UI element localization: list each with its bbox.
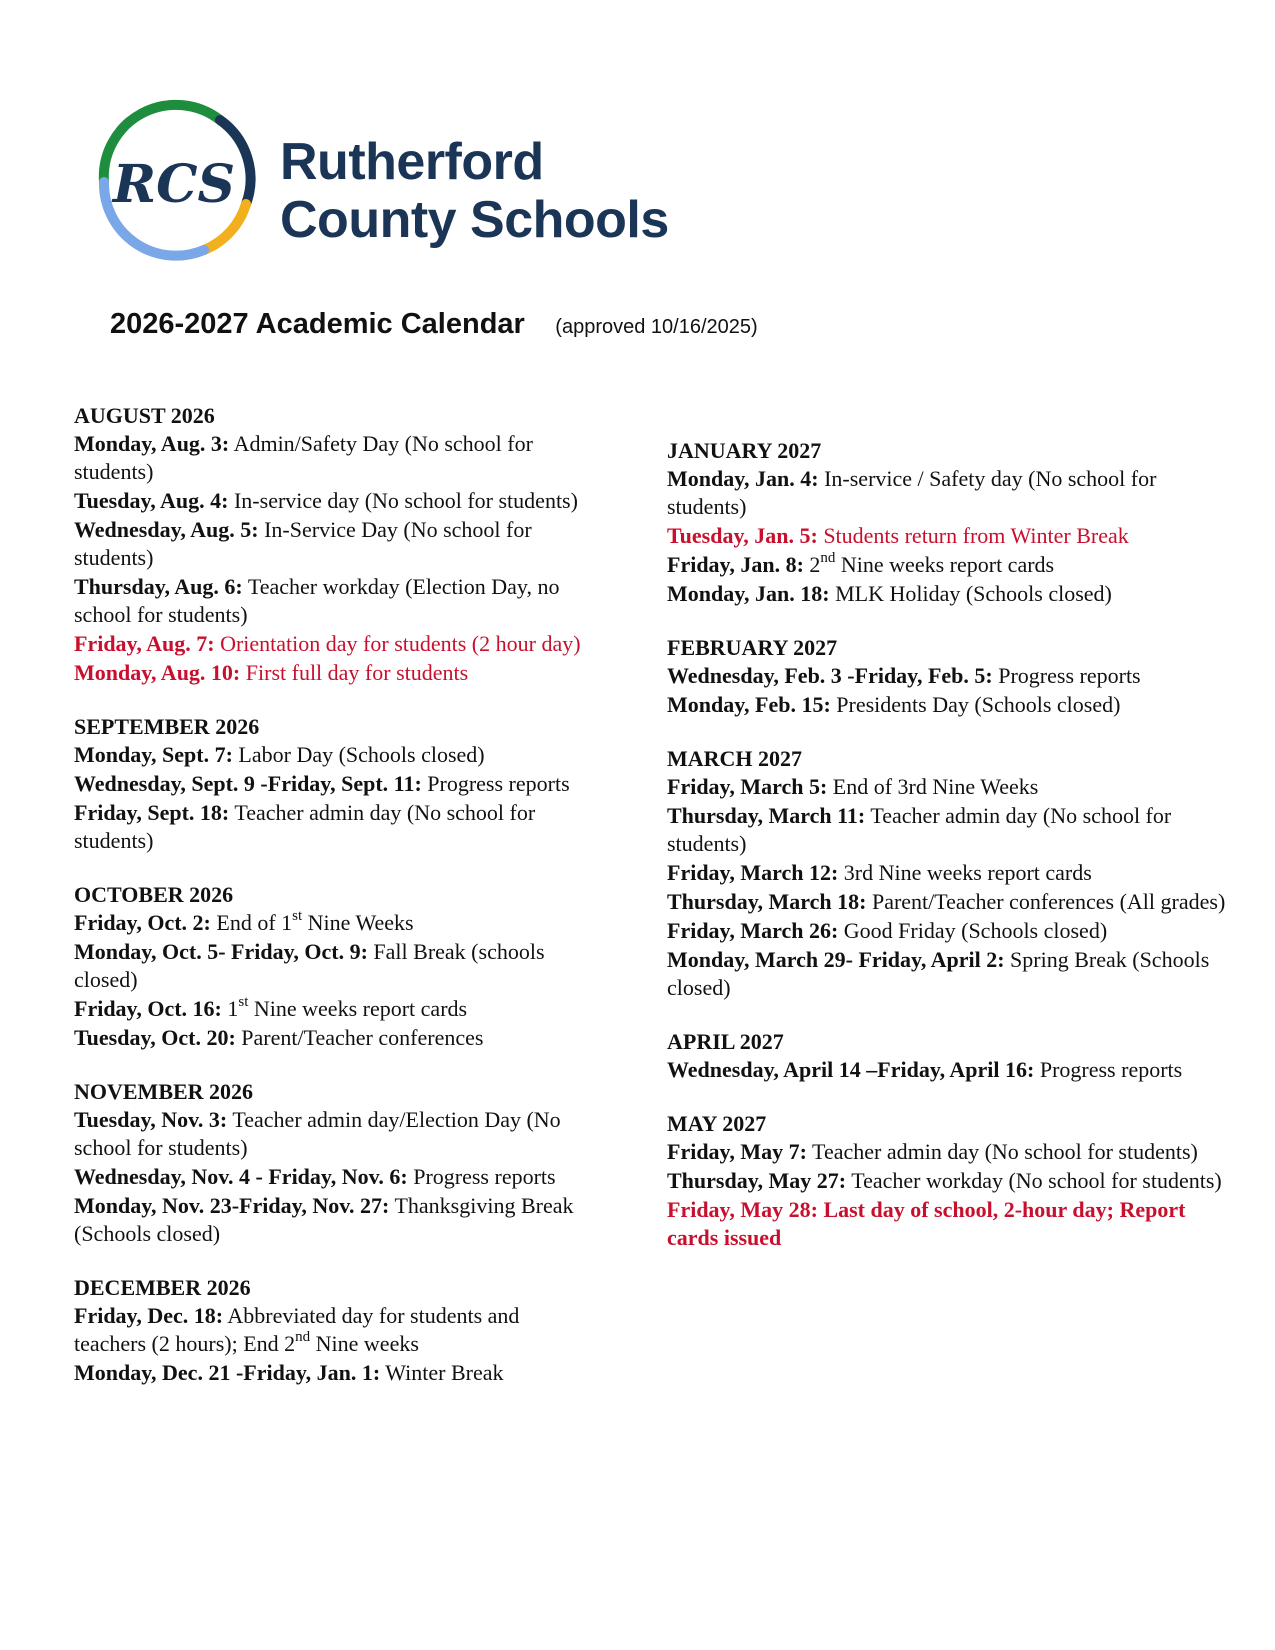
event-date: Friday, March 5: [667,774,828,799]
calendar-event [667,551,1227,579]
month-heading: OCTOBER 2026 [74,882,234,907]
event-date: Friday, Aug. 7: [74,631,215,656]
calendar-event [667,859,1227,887]
month-heading: SEPTEMBER 2026 [74,714,260,739]
calendar-event [74,1192,594,1248]
calendar-event [667,773,1227,801]
ordinal-suffix: nd [820,549,836,566]
event-text: Spring Break (Schools closed) [667,947,1210,1000]
calendar-event [74,430,594,486]
month-heading: JANUARY 2027 [667,438,822,463]
event-text: Presidents Day (Schools closed) [836,692,1121,717]
rcs-logo [92,92,257,267]
calendar-event [667,1056,1227,1084]
calendar-event [667,691,1227,719]
event-text: In-service day (No school for students) [233,488,578,513]
calendar-event [74,770,594,798]
calendar-event [74,938,594,994]
month-heading: MAY 2027 [667,1111,767,1136]
event-text: Thanksgiving Break (Schools closed) [74,1193,574,1246]
event-date: Monday, March 29- Friday, April 2: [667,947,1005,972]
event-date: Friday, May 28: [667,1197,818,1222]
event-text: Orientation day for students (2 hour day) [220,631,581,656]
month-section [667,1028,1227,1084]
org-line-2: County Schools [280,191,669,249]
approval-note: (approved 10/16/2025) [555,316,758,338]
event-date: Friday, Jan. 8: [667,552,804,577]
month-section [74,402,594,687]
month-heading: MARCH 2027 [667,746,803,771]
event-text: Teacher admin day/Election Day (No school for students) [74,1107,561,1160]
event-date: Monday, Nov. 23-Friday, Nov. 27: [74,1193,390,1218]
month-section [74,1078,594,1248]
event-text: Winter Break [385,1360,504,1385]
event-text: Teacher admin day (No school for students) [74,800,536,853]
event-date: Friday, Oct. 16: [74,996,222,1021]
organization-name [280,133,669,249]
ordinal-suffix: st [292,907,303,924]
event-text: Nine weeks report cards [835,552,1055,577]
calendar-event [74,630,594,658]
event-text: 3rd Nine weeks report cards [843,860,1092,885]
event-date: Friday, March 26: [667,918,839,943]
event-text: Parent/Teacher conferences (All grades) [871,889,1226,914]
title-row [110,308,758,341]
calendar-event [74,1302,594,1358]
event-date: Monday, Jan. 18: [667,581,830,606]
event-text: Teacher workday (No school for students) [851,1168,1222,1193]
event-date: Monday, Jan. 4: [667,466,819,491]
calendar-event [74,1359,594,1387]
event-date: Monday, Sept. 7: [74,742,233,767]
event-text: Teacher admin day (No school for students) [812,1139,1198,1164]
event-text: Parent/Teacher conferences [241,1025,484,1050]
month-heading: DECEMBER 2026 [74,1275,251,1300]
month-section [74,881,594,1052]
left-column [74,402,594,1413]
event-date: Wednesday, Nov. 4 - Friday, Nov. 6: [74,1164,408,1189]
event-text: 1 [227,996,239,1021]
event-text: MLK Holiday (Schools closed) [835,581,1112,606]
right-column [667,437,1227,1278]
org-line-1: Rutherford [280,133,544,191]
event-date: Friday, Sept. 18: [74,800,230,825]
event-text: First full day for students [245,660,469,685]
event-date: Monday, Dec. 21 -Friday, Jan. 1: [74,1360,381,1385]
event-text: Admin/Safety Day (No school for students) [74,431,533,484]
month-heading: FEBRUARY 2027 [667,635,838,660]
event-date: Monday, Aug. 10: [74,660,241,685]
event-text: Progress reports [413,1164,556,1189]
calendar-event [667,580,1227,608]
calendar-event [74,516,594,572]
logo-text: RCS [112,154,236,215]
event-text: Nine Weeks [302,910,414,935]
calendar-event [667,802,1227,858]
calendar-event [74,659,594,687]
event-text: Progress reports [998,663,1141,688]
calendar-event [667,662,1227,690]
event-text: End of 1 [216,910,293,935]
event-text: Nine weeks [310,1331,419,1356]
event-date: Tuesday, Aug. 4: [74,488,229,513]
event-date: Tuesday, Oct. 20: [74,1025,236,1050]
month-section [667,745,1227,1002]
calendar-event [74,1163,594,1191]
event-date: Thursday, March 18: [667,889,867,914]
event-date: Friday, March 12: [667,860,839,885]
event-date: Friday, May 7: [667,1139,807,1164]
calendar-event [667,917,1227,945]
month-section [667,1110,1227,1252]
month-section [74,1274,594,1387]
event-text: End of 3rd Nine Weeks [832,774,1039,799]
event-date: Monday, Aug. 3: [74,431,230,456]
event-date: Friday, Oct. 2: [74,910,211,935]
calendar-event [74,741,594,769]
calendar-event [667,946,1227,1002]
calendar-event [74,487,594,515]
event-text: Nine weeks report cards [248,996,468,1021]
event-text: Labor Day (Schools closed) [238,742,485,767]
month-section [667,437,1227,608]
calendar-event [74,995,594,1023]
ordinal-suffix: st [238,993,249,1010]
ordinal-suffix: nd [295,1328,311,1345]
event-text: Progress reports [1039,1057,1183,1082]
event-date: Thursday, Aug. 6: [74,574,243,599]
event-date: Friday, Dec. 18: [74,1303,224,1328]
calendar-event [74,1024,594,1052]
event-date: Wednesday, Feb. 3 -Friday, Feb. 5: [667,663,993,688]
event-text: 2 [809,552,821,577]
month-section [667,634,1227,719]
calendar-event [667,522,1227,550]
month-heading: APRIL 2027 [667,1029,784,1054]
event-date: Thursday, May 27: [667,1168,847,1193]
event-date: Wednesday, Sept. 9 -Friday, Sept. 11: [74,771,422,796]
month-section [74,713,594,855]
event-text: In-service / Safety day (No school for students) [667,466,1157,519]
event-date: Wednesday, Aug. 5: [74,517,259,542]
calendar-event [74,1106,594,1162]
event-date: Monday, Feb. 15: [667,692,831,717]
event-text: Last day of school, 2-hour day; Report cards issued [667,1197,1186,1250]
month-heading: NOVEMBER 2026 [74,1079,254,1104]
calendar-event [667,465,1227,521]
calendar-event [74,799,594,855]
event-text: Students return from Winter Break [823,523,1129,548]
event-text: In-Service Day (No school for students) [74,517,532,570]
event-date: Tuesday, Jan. 5: [667,523,818,548]
event-text: Teacher admin day (No school for students) [667,803,1172,856]
page-title: 2026-2027 Academic Calendar [110,308,525,340]
event-date: Wednesday, April 14 –Friday, April 16: [667,1057,1035,1082]
calendar-event [667,1196,1227,1252]
event-date: Tuesday, Nov. 3: [74,1107,228,1132]
event-text: Abbreviated day for students and teachers (2 hours); End 2 [74,1303,520,1356]
month-heading: AUGUST 2026 [74,403,215,428]
event-text: Good Friday (Schools closed) [843,918,1108,943]
calendar-event [667,1167,1227,1195]
calendar-event [74,909,594,937]
calendar-event [667,1138,1227,1166]
event-text: Fall Break (schools closed) [74,939,545,992]
event-text: Progress reports [427,771,570,796]
event-text: Teacher workday (Election Day, no school for students) [74,574,560,627]
calendar-event [74,573,594,629]
event-date: Thursday, March 11: [667,803,866,828]
event-date: Monday, Oct. 5- Friday, Oct. 9: [74,939,368,964]
calendar-event [667,888,1227,916]
